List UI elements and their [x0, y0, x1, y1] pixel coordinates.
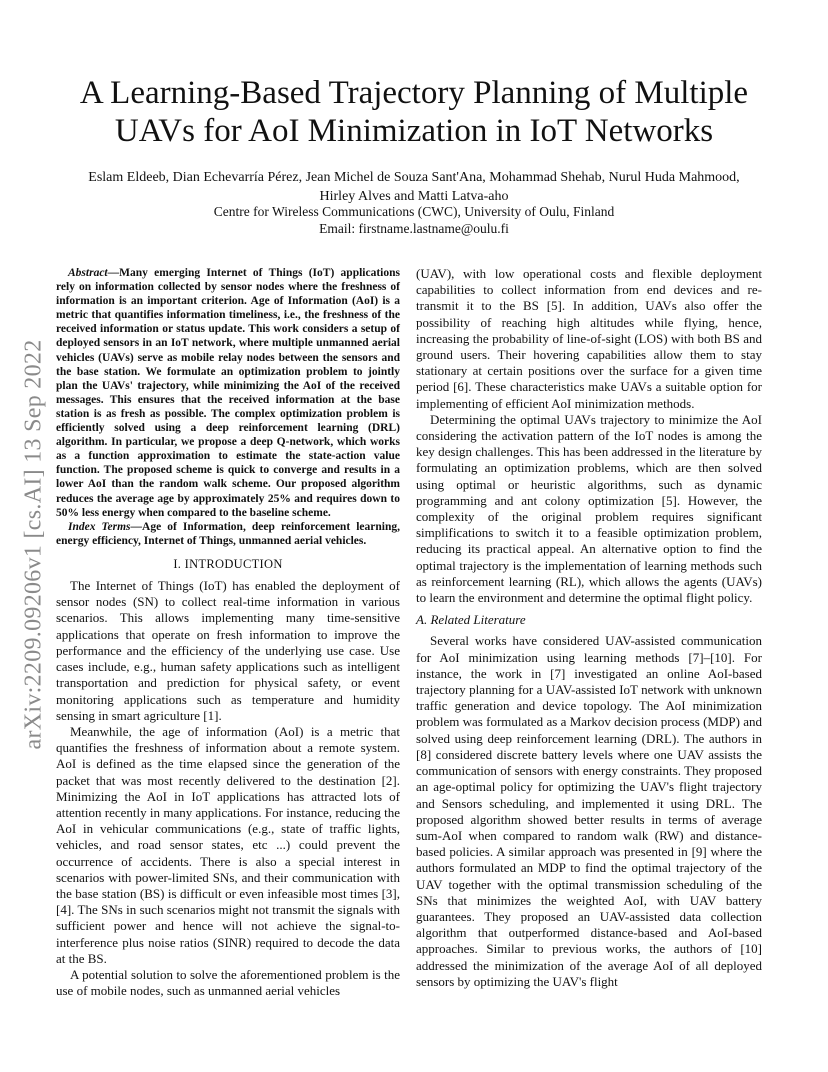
abstract [56, 266, 400, 520]
left-column [56, 266, 400, 999]
affiliation: Centre for Wireless Communications (CWC), University of Oulu, Finland [213, 204, 615, 219]
author-email: Email: firstname.lastname@oulu.fi [319, 221, 509, 236]
intro-paragraph-3: A potential solution to solve the aforementioned problem is the use of mobile nodes, such as unmanned aerial vehicles [56, 966, 400, 999]
arxiv-side-stamp [4, 294, 64, 794]
subsection-heading-related-literature: A. Related Literature [416, 612, 526, 628]
paper-title: A Learning-Based Trajectory Planning of Multiple UAVs for AoI Minimization in IoT Networks [79, 75, 749, 149]
abstract-label: Abstract [68, 267, 108, 279]
index-terms-label: Index Terms [68, 520, 131, 533]
intro-paragraph-1: The Internet of Things (IoT) has enabled the deployment of sensor nodes (SN) to collect real-time information in various scenarios. This allows implementing many time-sensitive applications that operate on fresh information to improve the performance and the efficiency of the underlying use case. Use cases include, e.g., human safety applications such as intelligent transportation and prediction for physical safety, or event monitoring applications such as temperature and humidity sensing in smart agriculture [1]. [56, 578, 400, 723]
related-literature-paragraph: Several works have considered UAV-assisted communication for AoI minimization using learning methods [7]–[10]. For instance, the work in [7] investigated an online AoI-based trajectory planning for a UAV-assisted IoT network with unknown traffic generation and device topology. The AoI minimization problem was formulated as a Markov decision process (MDP) and solved using deep reinforcement learning (DRL). The authors in [8] considered discrete battery levels where one UAV assists the communication of sensors with energy constraints. They proposed an age-optimal policy for optimizing the UAV's flight trajectory and Sensors scheduling, and implemented it using DRL. The proposed algorithm showed better results in terms of average sum-AoI when compared to random walk (RW) and distance-based policies. A similar approach was presented in [9] where the authors formulated an MDP to find the optimal trajectory of the UAV together with the optimal transmission scheduling of the SNs that minimizes the weighted AoI, with UAV battery guarantees. They proposed an UAV-assisted data collection algorithm that outperformed distance-based and AoI-based approaches. Similar to previous works, the authors of [10] addressed the minimization of the average AoI of all deployed sensors by optimizing the UAV's flight [416, 633, 762, 989]
intro-paragraph-5: Determining the optimal UAVs trajectory to minimize the AoI considering the activation pattern of the IoT nodes is among the key design challenges. This has been addressed in the literature by formulating an optimization problems, which are then solved using optimal or heuristic algorithms, such as dynamic programming and ant colony optimization [5]. However, the complexity of the original problem requires significant simplifications to switch it to a feasible optimization problem, reducing its practical appeal. An alternative option to find the optimal trajectory is the implementation of learning methods such as reinforcement learning (RL), which allows the agents (UAVs) to learn the environment and determine the optimal flight policy. [416, 411, 762, 606]
index-terms-text: —Age of Information, deep reinforcement learning, energy efficiency, Internet of Things, unmanned aerial vehicles. [56, 520, 400, 547]
arxiv-id-text: arXiv:2209.09206v1 [cs.AI] 13 Sep 2022 [20, 338, 47, 750]
intro-paragraph-2: Meanwhile, the age of information (AoI) is a metric that quantifies the freshness of information about a remote system. AoI is defined as the time elapsed since the generation of the packet that was most recently delivered to the destination [2]. Minimizing the AoI in IoT applications has attracted lots of attention recently in many applications. For instance, reducing the AoI in vehicular communications (e.g., state of traffic lights, vehicles, and road sensor states, etc ...) could prevent the occurrence of accidents. There is also a special interest in scenarios with power-limited SNs, and their communication with the base station (BS) is difficult or even infeasible most times [3], [4]. The SNs in such scenarios might not transmit the signals with sufficient power and hence will not achieve the signal-to-interference plus noise ratios (SINR) required to decode the data at the BS. [56, 723, 400, 966]
abstract-text: —Many emerging Internet of Things (IoT) applications rely on information collected by sensor nodes where the freshness of information is an important criterion. Age of Information (AoI) is a metric that quantifies information timeliness, i.e., the freshness of the received information or status update. This work considers a setup of deployed sensors in an IoT network, where multiple unmanned aerial vehicles (UAVs) serve as mobile relay nodes between the sensors and the base station. We formulate an optimization problem to jointly plan the UAVs' trajectory, while minimizing the AoI of the received messages. This ensures that the received information at the base station is as fresh as possible. The complex optimization problem is efficiently solved using a deep reinforcement learning (DRL) algorithm. In particular, we propose a deep Q-network, which works as a function approximation to estimate the state-action value function. The proposed scheme is quick to converge and results in a lower AoI than the random walk scheme. Our proposed algorithm reduces the average age by approximately 25% and requires down to 50% less energy when compared to the baseline scheme. [56, 267, 400, 519]
author-list: Eslam Eldeeb, Dian Echevarría Pérez, Jean Michel de Souza Sant'Ana, Mohammad Shehab, Nurul Huda Mahmood, Hirley Alves and Matti Latva-aho [88, 170, 740, 204]
right-column [416, 266, 762, 990]
intro-paragraph-4: (UAV), with low operational costs and flexible deployment capabilities to collect information from end devices and re-transmit it to the BS [5]. In addition, UAVs also offer the possibility of reaching high altitudes while flying, hence, increasing the probability of line-of-sight (LOS) with both BS and ground users. Their hovering capabilities allow them to stay stationary at certain positions over the surface for a given time period [6]. These characteristics make UAVs a suitable option for implementing of efficient AoI minimization methods. [416, 266, 762, 411]
index-terms [56, 520, 400, 548]
section-heading-introduction: I. INTRODUCTION [173, 556, 283, 571]
